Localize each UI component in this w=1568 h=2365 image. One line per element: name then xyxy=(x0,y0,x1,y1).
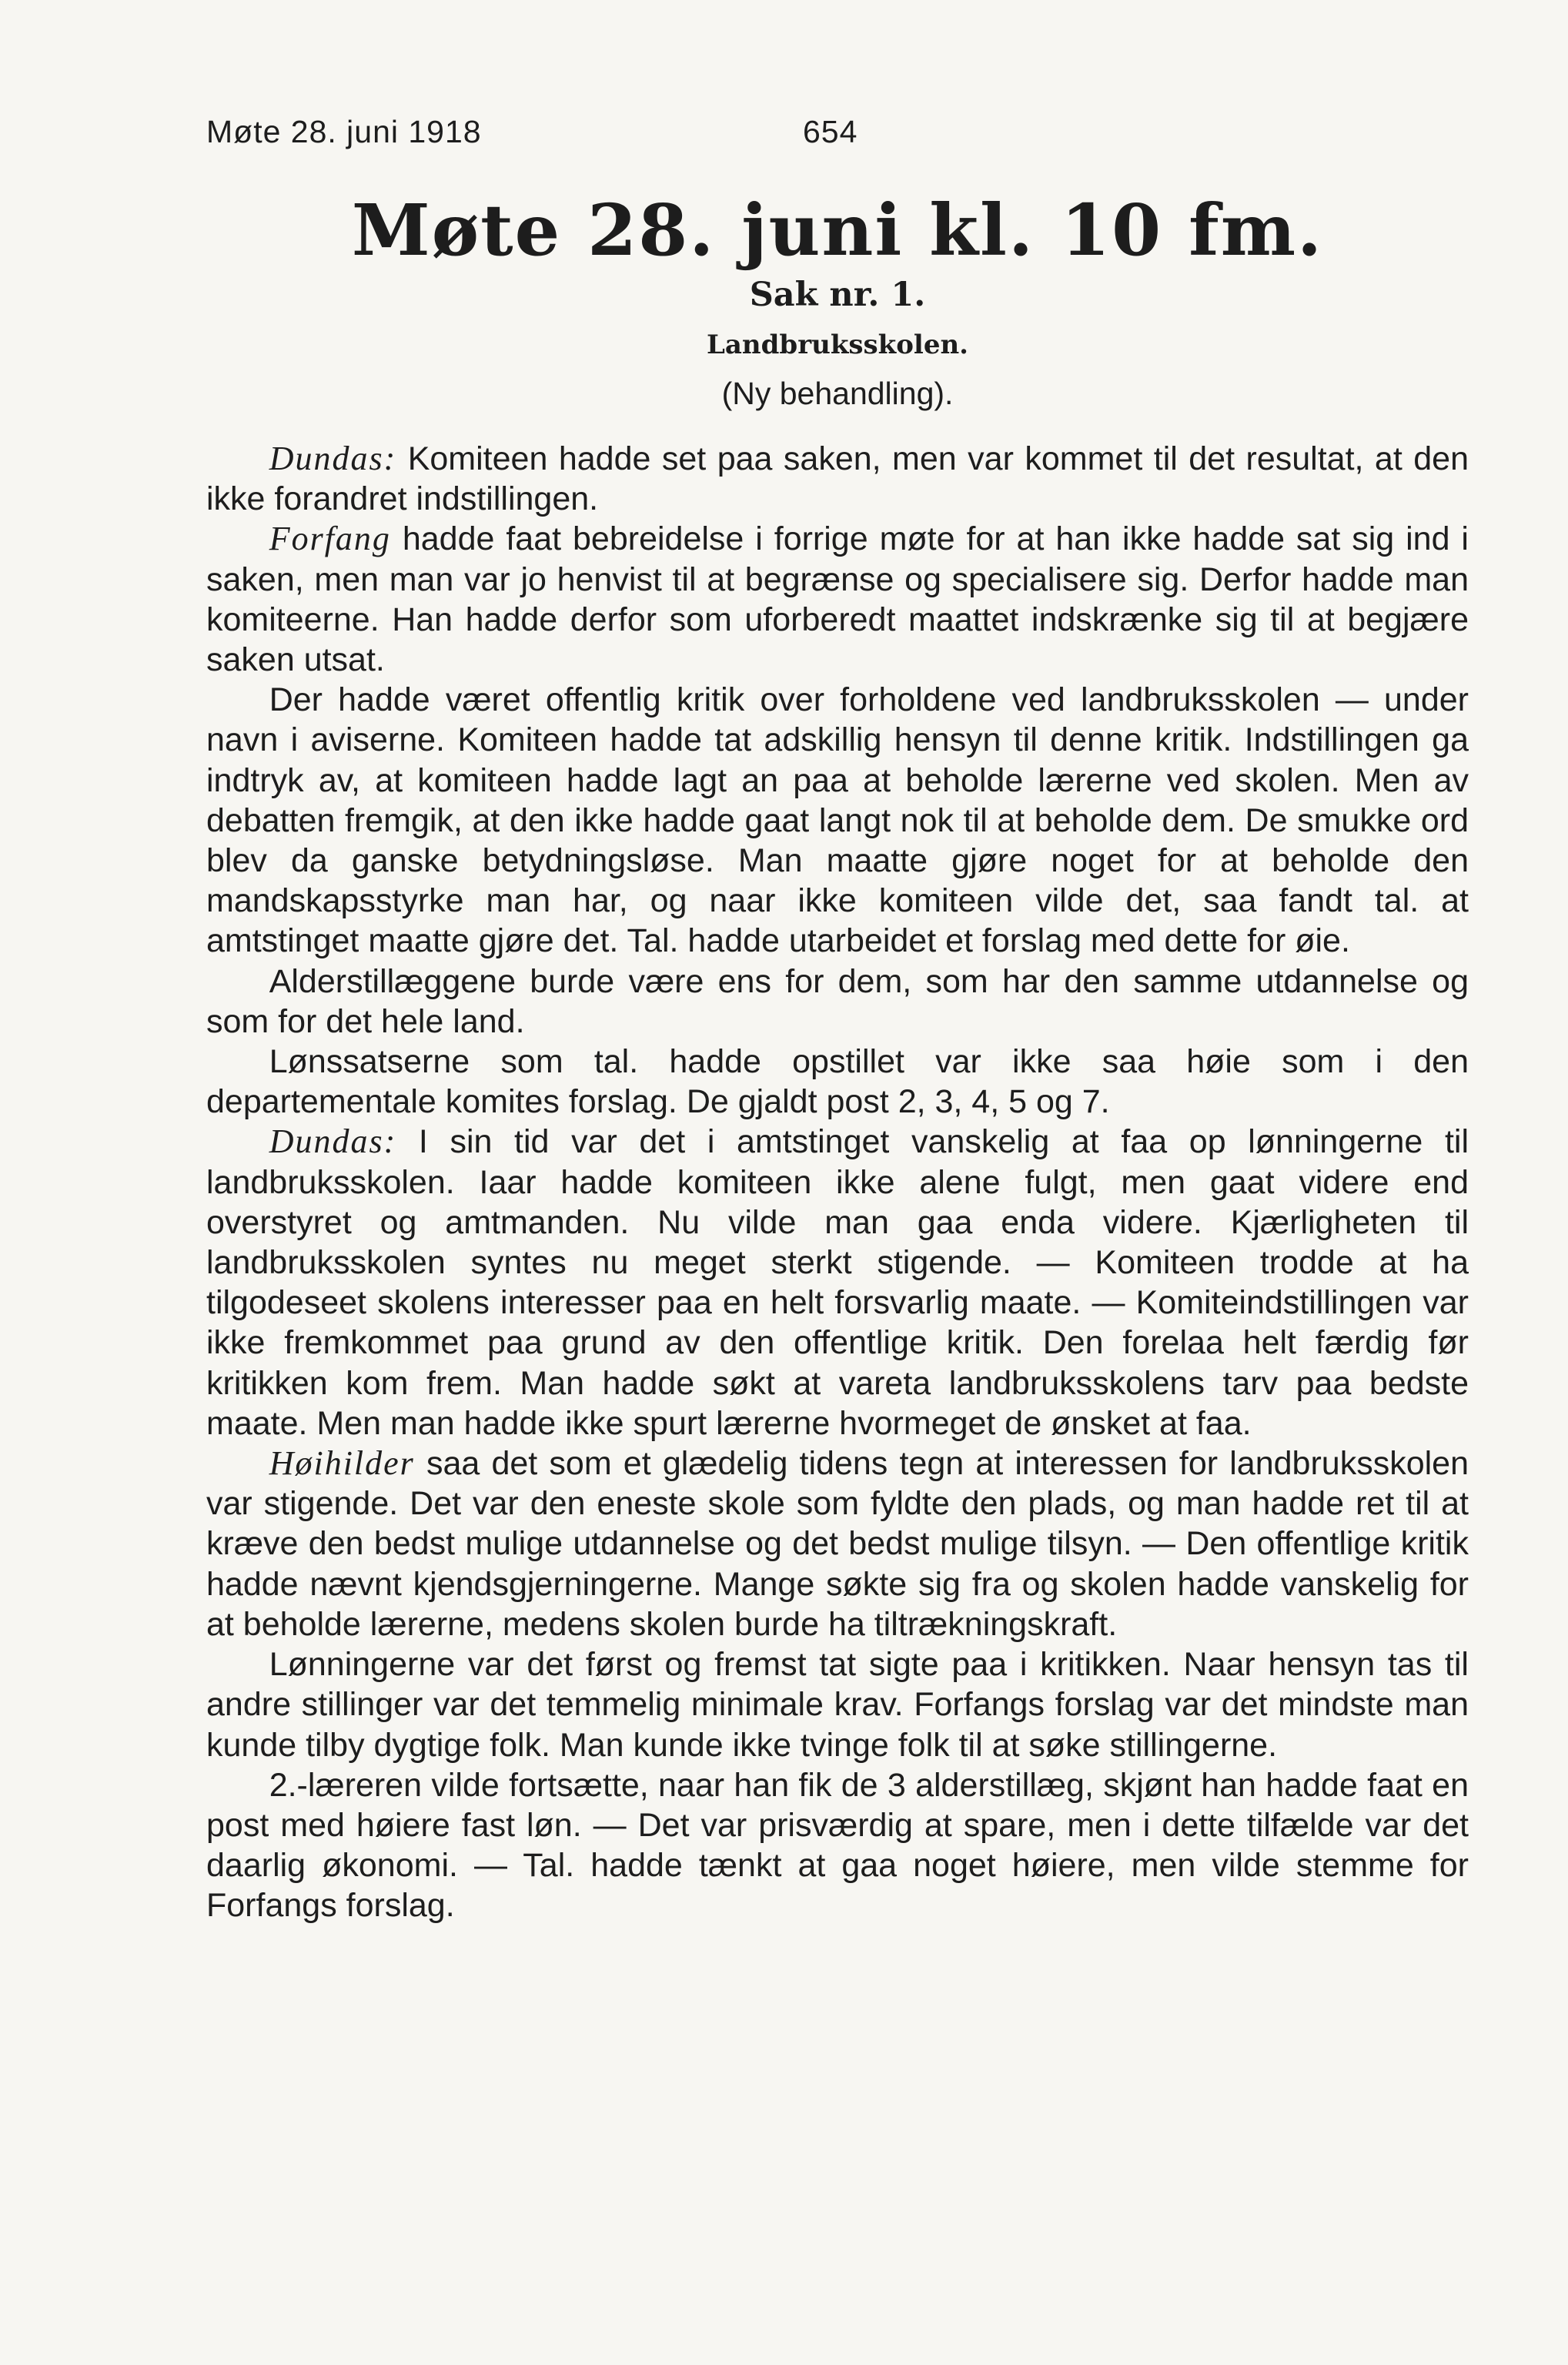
paragraph xyxy=(206,680,1469,961)
paragraph-text: I sin tid var det i amtstinget vanskelig at faa op lønningerne til landbruksskolen. Iaar hadde komiteen ikke alene fulgt, men gaat videre end overstyret og amtmanden. Nu vilde man gaa enda videre. Kjærligheten til landbruksskolen syntes nu meget sterkt stigende. — Komiteen trodde at ha tilgodeseet skolens interesser paa en helt forsvarlig maate. — Komiteindstillingen var ikke fremkommet paa grund av den offentlige kritik. Den forelaa helt færdig før kritikken kom frem. Man hadde søkt at vareta landbruksskolens tarv paa bedste maate. Men man hadde ikke spurt lærerne hvormeget de ønsket at faa. xyxy=(206,1123,1469,1442)
paragraph-text: 2.-læreren vilde fortsætte, naar han fik de 3 alderstillæg, skjønt han hadde faat en post med høiere fast løn. — Det var prisværdig at spare, men i dette tilfælde var det daarlig økonomi. — Tal. hadde tænkt at gaa noget høiere, men vilde stemme for Forfangs forslag. xyxy=(206,1766,1469,1925)
paragraph-text: Lønssatserne som tal. hadde opstillet var ikke saa høie som i den departementale komites forslag. De gjaldt post 2, 3, 4, 5 og 7. xyxy=(206,1043,1469,1121)
speaker-name: Dundas: xyxy=(269,1122,397,1161)
paragraph-text: Alderstillæggene burde være ens for dem, som har den samme utdannelse og som for det hele land. xyxy=(206,962,1469,1040)
paragraph-text: Komiteen hadde set paa saken, men var kommet til det resultat, at den ikke forandret indstillingen. xyxy=(206,440,1469,518)
speaker-name: Dundas: xyxy=(269,440,397,477)
case-title: Landbruksskolen. xyxy=(706,329,969,360)
paragraph-text: hadde faat bebreidelse i forrige møte for at han ikke hadde sat sig ind i saken, men man var jo henvist til at begrænse og specialisere sig. Derfor hadde man komiteerne. Han hadde derfor som uforberedt maattet indskrænke sig til at begjære saken utsat. xyxy=(206,520,1469,679)
paragraph xyxy=(206,1765,1469,1926)
body-text xyxy=(206,439,1469,1926)
speaker-name: Høihilder xyxy=(269,1444,415,1483)
paragraph-text: Der hadde været offentlig kritik over forholdene ved landbruksskolen — under navn i aviserne. Komiteen hadde tat adskillig hensyn til denne kritik. Indstillingen ga indtryk av, at komiteen hadde lagt an paa at beholde lærerne ved skolen. Men av debatten fremgik, at den ikke hadde gaat langt nok til at beholde dem. De smukke ord blev da ganske betydningsløse. Man maatte gjøre noget for at beholde den mandskapsstyrke man har, og naar ikke komiteen vilde det, saa fandt tal. at amtstinget maatte gjøre det. Tal. hadde utarbeidet et forslag med dette for øie. xyxy=(206,681,1469,960)
paragraph xyxy=(206,439,1469,519)
paragraph xyxy=(206,1122,1469,1443)
paragraph xyxy=(206,1443,1469,1644)
meeting-title: Møte 28. juni kl. 10 fm. xyxy=(351,189,1324,272)
paragraph-text: saa det som et glædelig tidens tegn at interessen for landbruksskolen var stigende. Det var den eneste skole som fyldte den plads, og man hadde ret til at kræve den bedst mulige utdannelse og det bedst mulige tilsyn. — Den offentlige kritik hadde nævnt kjendsgjerningerne. Mange søkte sig fra og skolen hadde vanskelig for at beholde lærerne, medens skolen burde ha tiltrækningskraft. xyxy=(206,1445,1469,1643)
page-number: 654 xyxy=(803,114,858,149)
paragraph xyxy=(206,962,1469,1042)
header-date: Møte 28. juni 1918 xyxy=(206,114,482,149)
speaker-name: Forfang xyxy=(269,520,391,558)
case-note: (Ny behandling). xyxy=(721,376,954,411)
paragraph-text: Lønningerne var det først og fremst tat sigte paa i kritikken. Naar hensyn tas til andre stillinger var det temmelig minimale krav. Forfangs forslag var det mindste man kunde tilby dygtige folk. Man kunde ikke tvinge folk til at søke stillingerne. xyxy=(206,1646,1469,1764)
case-number: Sak nr. 1. xyxy=(749,276,926,314)
paragraph xyxy=(206,519,1469,680)
paragraph xyxy=(206,1644,1469,1765)
paragraph xyxy=(206,1042,1469,1122)
